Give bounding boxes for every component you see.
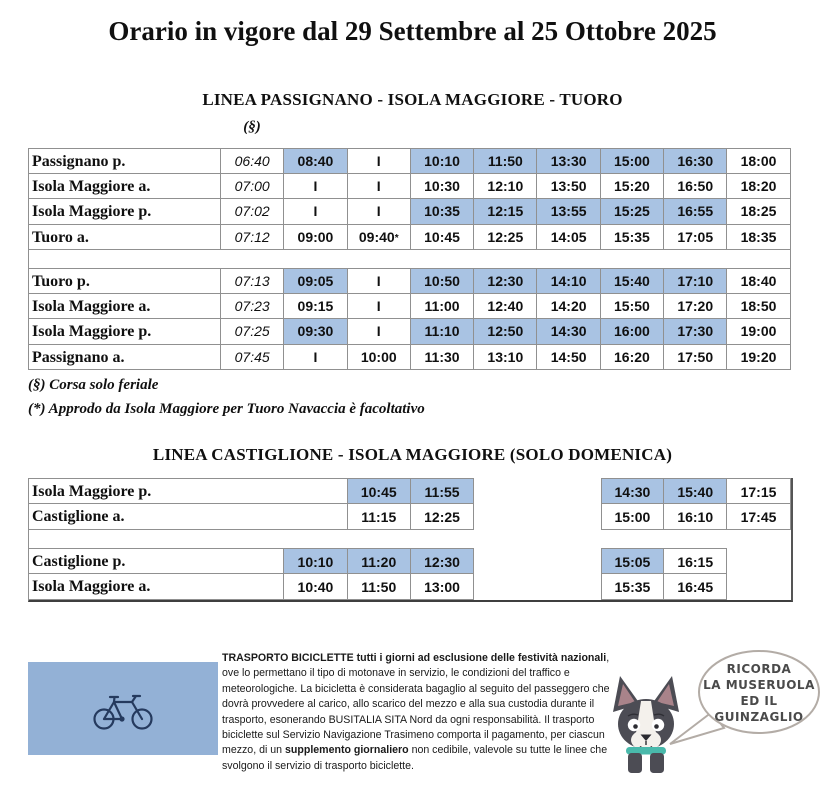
bubble-line-3: ED IL [740, 694, 778, 708]
station-cell: Isola Maggiore p. [29, 319, 221, 345]
linea1-heading: LINEA PASSIGNANO - ISOLA MAGGIORE - TUORO [202, 90, 623, 109]
time-cell: 09:00 [284, 225, 347, 251]
empty-cell [537, 478, 600, 504]
note-asterisk: (*) Approdo da Isola Maggiore per Tuoro Navaccia è facoltativo [28, 401, 425, 417]
station-cell: Isola Maggiore a. [29, 174, 221, 200]
bubble-line-2: LA MUSERUOLA [703, 678, 815, 692]
time-cell: 16:50 [664, 174, 727, 200]
time-cell: 15:05 [601, 548, 664, 574]
time-cell: 13:30 [537, 148, 600, 174]
time-cell: 07:45 [221, 345, 284, 371]
time-cell: 14:05 [537, 225, 600, 251]
empty-cell [474, 548, 537, 574]
time-cell: 15:40 [664, 478, 727, 504]
time-cell: 15:25 [601, 199, 664, 225]
time-cell: 11:20 [348, 548, 411, 574]
time-cell: 09:05 [284, 268, 347, 294]
table-block-gap [29, 530, 791, 548]
time-cell: 18:25 [727, 199, 790, 225]
time-cell: 10:10 [284, 548, 347, 574]
time-cell: 09:40* [348, 225, 411, 251]
time-cell: 15:40 [601, 268, 664, 294]
time-cell: 15:35 [601, 574, 664, 600]
time-cell: 07:23 [221, 294, 284, 320]
time-cell: I [348, 174, 411, 200]
time-cell: 10:10 [411, 148, 474, 174]
time-cell: 16:45 [664, 574, 727, 600]
bicycle-icon [91, 687, 155, 731]
time-cell: 08:40 [284, 148, 347, 174]
time-cell: 18:40 [727, 268, 790, 294]
time-cell: 18:00 [727, 148, 790, 174]
station-cell: Isola Maggiore p. [29, 478, 348, 504]
time-cell: 07:25 [221, 319, 284, 345]
linea1-timetable [28, 148, 791, 370]
time-cell: 15:20 [601, 174, 664, 200]
time-cell: 17:50 [664, 345, 727, 371]
time-cell: 16:30 [664, 148, 727, 174]
time-cell: 10:35 [411, 199, 474, 225]
time-cell: 16:10 [664, 504, 727, 530]
empty-cell [727, 548, 790, 574]
time-cell: 17:15 [727, 478, 790, 504]
station-cell: Isola Maggiore a. [29, 574, 284, 600]
bubble-line-4: GUINZAGLIO [714, 710, 804, 724]
note-feriale: (§) Corsa solo feriale [28, 377, 159, 393]
time-cell: 14:30 [537, 319, 600, 345]
time-cell: 07:00 [221, 174, 284, 200]
station-cell: Castiglione a. [29, 504, 348, 530]
dog-mascot-area [600, 640, 825, 796]
time-cell: 06:40 [221, 148, 284, 174]
time-cell: 17:20 [664, 294, 727, 320]
time-cell: 19:00 [727, 319, 790, 345]
empty-cell [537, 574, 600, 600]
time-cell: 12:50 [474, 319, 537, 345]
station-cell: Castiglione p. [29, 548, 284, 574]
feriale-symbol: (§) [243, 119, 261, 135]
time-cell: 13:10 [474, 345, 537, 371]
station-cell: Tuoro a. [29, 225, 221, 251]
time-cell: 14:30 [601, 478, 664, 504]
empty-cell [474, 478, 537, 504]
time-cell: 12:40 [474, 294, 537, 320]
time-cell: 11:00 [411, 294, 474, 320]
page-title: Orario in vigore dal 29 Settembre al 25 Ottobre 2025 [108, 16, 717, 46]
time-cell: 17:10 [664, 268, 727, 294]
time-cell: 16:55 [664, 199, 727, 225]
bike-info-bold-text: supplemento giornaliero [285, 744, 409, 757]
time-cell: 10:45 [411, 225, 474, 251]
empty-cell [537, 504, 600, 530]
time-cell: 12:30 [474, 268, 537, 294]
station-cell: Tuoro p. [29, 268, 221, 294]
time-cell: 19:20 [727, 345, 790, 371]
bike-transport-info [222, 651, 612, 774]
time-cell: 12:30 [411, 548, 474, 574]
time-cell: 17:45 [727, 504, 790, 530]
bicycle-box [28, 662, 218, 755]
time-cell: 10:50 [411, 268, 474, 294]
time-cell: 07:02 [221, 199, 284, 225]
time-cell: 11:55 [411, 478, 474, 504]
time-cell: I [284, 199, 347, 225]
time-cell: 11:30 [411, 345, 474, 371]
time-cell: 17:05 [664, 225, 727, 251]
time-cell: 11:15 [348, 504, 411, 530]
time-cell: 10:30 [411, 174, 474, 200]
time-cell: 09:30 [284, 319, 347, 345]
empty-cell [474, 574, 537, 600]
time-cell: 11:50 [474, 148, 537, 174]
time-cell: 10:00 [348, 345, 411, 371]
station-cell: Isola Maggiore a. [29, 294, 221, 320]
linea2-heading: LINEA CASTIGLIONE - ISOLA MAGGIORE (SOLO DOMENICA) [152, 445, 673, 464]
time-cell: 16:20 [601, 345, 664, 371]
time-cell: I [348, 294, 411, 320]
time-cell: 18:50 [727, 294, 790, 320]
empty-cell [474, 504, 537, 530]
dog-figure [613, 676, 679, 773]
time-cell: 13:00 [411, 574, 474, 600]
empty-cell [727, 574, 790, 600]
time-cell: I [348, 319, 411, 345]
time-cell: 14:50 [537, 345, 600, 371]
time-cell: I [284, 174, 347, 200]
time-cell: 12:10 [474, 174, 537, 200]
time-cell: 17:30 [664, 319, 727, 345]
time-cell: 12:25 [411, 504, 474, 530]
bike-info-bold-text: TRASPORTO BICICLETTE tutti i giorni ad esclusione delle festività nazionali [222, 652, 607, 664]
time-cell: 14:10 [537, 268, 600, 294]
station-cell: Passignano p. [29, 148, 221, 174]
time-cell: 13:55 [537, 199, 600, 225]
station-cell: Isola Maggiore p. [29, 199, 221, 225]
time-cell: 18:20 [727, 174, 790, 200]
time-cell: 11:50 [348, 574, 411, 600]
empty-cell [537, 548, 600, 574]
station-cell: Passignano a. [29, 345, 221, 371]
time-cell: 12:25 [474, 225, 537, 251]
dog-mascot [600, 640, 825, 796]
time-cell: I [284, 345, 347, 371]
time-cell: 09:15 [284, 294, 347, 320]
bubble-line-1: RICORDA [726, 662, 792, 676]
table-block-gap [29, 250, 791, 268]
time-cell: 14:20 [537, 294, 600, 320]
time-cell: I [348, 268, 411, 294]
time-cell: 10:45 [348, 478, 411, 504]
linea2-timetable [28, 478, 793, 602]
time-cell: 07:13 [221, 268, 284, 294]
time-cell: 11:10 [411, 319, 474, 345]
time-cell: 15:35 [601, 225, 664, 251]
time-cell: 16:00 [601, 319, 664, 345]
time-cell: I [348, 148, 411, 174]
time-cell: 07:12 [221, 225, 284, 251]
time-cell: 10:40 [284, 574, 347, 600]
time-cell: I [348, 199, 411, 225]
time-cell: 12:15 [474, 199, 537, 225]
bike-info-text: non cedibile, valevole su tutte le linee che svolgono il servizio di trasporto biciclette. [222, 744, 608, 772]
time-cell: 15:00 [601, 148, 664, 174]
time-cell: 15:50 [601, 294, 664, 320]
bike-info-text: , ove lo permettano il tipo di motonave in servizio, le condizioni del traffico e meteorologiche. La bicicletta è considerata bagaglio al seguito del passeggero che dovrà provvedere al carico, allo scarico del mezzo e alla sua custodia durante il trasporto, esonerando BUSITALIA SITA Nord da ogni responsabilità. Il trasporto biciclette sul Servizio Navigazione Trasimeno comporta il pagamento, per ciascun mezzo, di un [222, 652, 610, 757]
time-cell: 16:15 [664, 548, 727, 574]
time-cell: 13:50 [537, 174, 600, 200]
time-cell: 15:00 [601, 504, 664, 530]
time-cell: 18:35 [727, 225, 790, 251]
